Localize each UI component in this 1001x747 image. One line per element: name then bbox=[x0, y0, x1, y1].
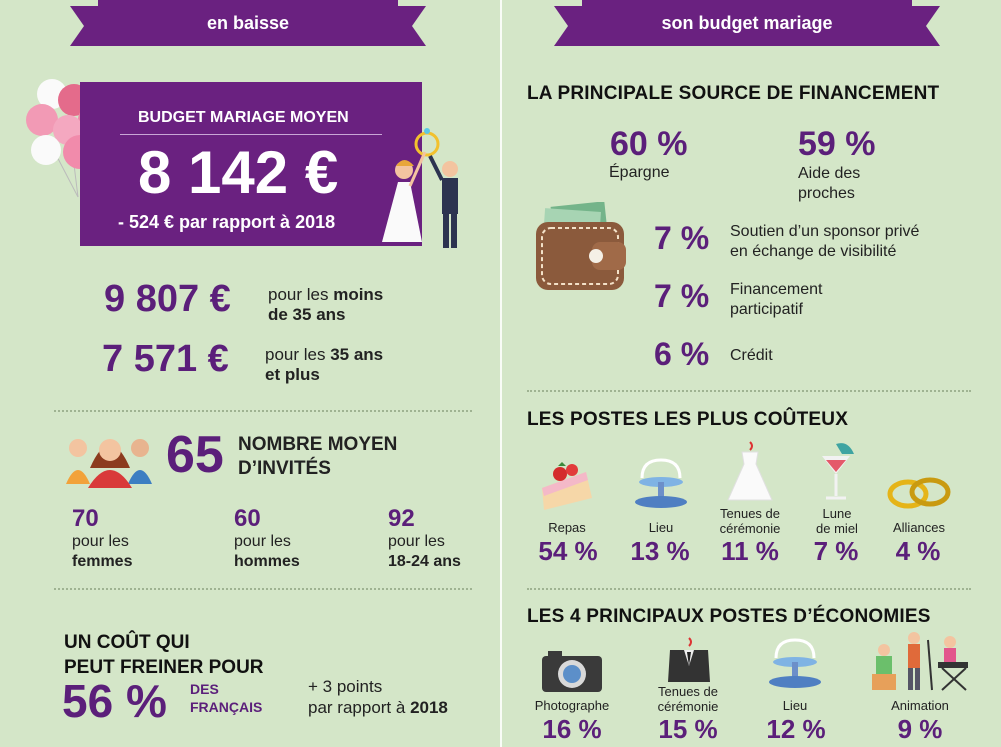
savings-label-3 bbox=[756, 698, 834, 713]
financing-top-label-2-line2: proches bbox=[798, 185, 855, 202]
financing-row-pct-1: 7 % bbox=[654, 220, 710, 256]
fountain-icon bbox=[632, 456, 690, 514]
guest-group-2-line2: hommes bbox=[234, 553, 300, 570]
left-banner-text: en baisse bbox=[206, 12, 290, 33]
savings-2-line1: Tenues de bbox=[658, 684, 718, 699]
financing-top-label-1: Épargne bbox=[609, 164, 670, 181]
costly-pct-2: 13 % bbox=[630, 536, 690, 566]
rings-icon bbox=[886, 472, 952, 512]
savings-label-2 bbox=[646, 684, 730, 714]
age-label-1-bold: moins bbox=[333, 285, 384, 304]
savings-title: LES 4 PRINCIPAUX POSTES D’ÉCONOMIES bbox=[527, 606, 931, 627]
camera-icon bbox=[540, 648, 604, 694]
age-amount-2: 7 571 € bbox=[102, 338, 229, 380]
guest-group-3-line2: 18-24 ans bbox=[388, 553, 461, 570]
savings-1-line1: Photographe bbox=[534, 698, 610, 713]
age-label-1-text: pour les bbox=[268, 285, 334, 304]
guests-icon bbox=[62, 428, 158, 490]
costly-pct-5: 4 % bbox=[895, 536, 941, 566]
guest-group-3-line1: pour les bbox=[388, 533, 445, 550]
savings-pct-4: 9 % bbox=[897, 714, 943, 744]
budget-label: BUDGET MARIAGE MOYEN bbox=[138, 109, 349, 126]
costly-4-line1: Lune bbox=[822, 506, 852, 521]
guest-group-1 bbox=[72, 506, 132, 572]
age-label-2-line2: et plus bbox=[265, 365, 320, 384]
costly-pct-3: 11 % bbox=[721, 536, 779, 566]
left-banner bbox=[98, 0, 398, 46]
costly-label-1 bbox=[528, 520, 606, 535]
right-banner bbox=[582, 0, 912, 46]
guest-group-2-line1: pour les bbox=[234, 533, 291, 550]
age-label-2-bold: 35 ans bbox=[330, 345, 384, 364]
costly-pct-1: 54 % bbox=[538, 536, 598, 566]
financing-row-3-line1: Crédit bbox=[730, 347, 773, 364]
financing-row-label-2 bbox=[730, 280, 823, 320]
financing-row-label-1 bbox=[730, 222, 919, 262]
wallet-icon bbox=[534, 202, 630, 294]
financing-row-2-line1: Financement bbox=[730, 281, 823, 298]
cost-delta-line1: + 3 points bbox=[308, 677, 383, 696]
cost-delta-bold: 2018 bbox=[410, 698, 448, 717]
suit-icon bbox=[664, 636, 714, 684]
costly-label-2 bbox=[622, 520, 700, 535]
guests-label bbox=[238, 433, 397, 481]
costly-label-3 bbox=[708, 506, 792, 536]
savings-4-line1: Animation bbox=[891, 698, 949, 713]
savings-label-4 bbox=[880, 698, 960, 713]
budget-label-underline bbox=[120, 134, 382, 135]
cost-headline bbox=[64, 630, 264, 680]
guest-group-2 bbox=[234, 506, 300, 572]
financing-top-pct-1: 60 % bbox=[610, 125, 688, 163]
age-label-1 bbox=[268, 285, 383, 325]
right-divider-2 bbox=[527, 588, 971, 590]
right-banner-text: son budget mariage bbox=[661, 12, 833, 33]
age-label-2 bbox=[265, 345, 383, 385]
savings-3-line1: Lieu bbox=[782, 698, 808, 713]
costly-3-line1: Tenues de bbox=[720, 506, 780, 521]
cost-delta-text: par rapport à bbox=[308, 698, 411, 717]
column-divider bbox=[500, 0, 502, 747]
guest-group-1-line2: femmes bbox=[72, 553, 133, 570]
cocktail-icon bbox=[818, 440, 858, 502]
couple-icon bbox=[370, 122, 480, 252]
guests-number: 65 bbox=[166, 426, 224, 484]
costly-label-4 bbox=[800, 506, 874, 536]
guest-group-3-value: 92 bbox=[388, 505, 415, 532]
costly-1-line1: Repas bbox=[548, 520, 586, 535]
guest-group-3 bbox=[388, 506, 461, 572]
age-label-1-line2: de 35 ans bbox=[268, 305, 346, 324]
cost-des-line1: DES bbox=[190, 681, 219, 697]
financing-title: LA PRINCIPALE SOURCE DE FINANCEMENT bbox=[527, 83, 940, 104]
financing-row-1-line1: Soutien d’un sponsor privé bbox=[730, 223, 920, 240]
cake-icon bbox=[538, 458, 596, 514]
guest-group-1-line1: pour les bbox=[72, 533, 129, 550]
guests-label-line1: NOMBRE MOYEN bbox=[238, 434, 398, 455]
costly-pct-4: 7 % bbox=[813, 536, 859, 566]
cost-percent: 56 % bbox=[62, 675, 167, 727]
age-label-2-text: pour les bbox=[265, 345, 331, 364]
costly-4-line2: de miel bbox=[816, 521, 858, 536]
fountain-icon bbox=[766, 636, 824, 694]
guest-group-1-value: 70 bbox=[72, 505, 99, 532]
guest-group-2-value: 60 bbox=[234, 505, 261, 532]
budget-amount: 8 142 € bbox=[138, 139, 339, 206]
age-amount-1: 9 807 € bbox=[104, 278, 231, 320]
dress-icon bbox=[722, 440, 778, 502]
cost-des-line2: FRANÇAIS bbox=[190, 699, 263, 715]
costly-3-line2: cérémonie bbox=[719, 521, 781, 536]
band-icon bbox=[866, 630, 972, 694]
financing-row-2-line2: participatif bbox=[730, 301, 803, 318]
financing-top-pct-2: 59 % bbox=[798, 125, 876, 163]
right-divider-1 bbox=[527, 390, 971, 392]
costly-label-5 bbox=[878, 520, 960, 535]
savings-pct-1: 16 % bbox=[542, 714, 602, 744]
cost-des bbox=[190, 680, 262, 716]
cost-delta bbox=[308, 676, 448, 718]
financing-top-label-2-line1: Aide des bbox=[798, 165, 861, 182]
left-divider-1 bbox=[54, 410, 472, 412]
guests-label-line2: D’INVITÉS bbox=[238, 458, 331, 479]
financing-row-pct-2: 7 % bbox=[654, 278, 710, 314]
left-divider-2 bbox=[54, 588, 472, 590]
financing-top-label-2 bbox=[798, 164, 860, 204]
savings-2-line2: cérémonie bbox=[657, 699, 719, 714]
financing-row-pct-3: 6 % bbox=[654, 336, 710, 372]
costly-title: LES POSTES LES PLUS COÛTEUX bbox=[527, 409, 849, 430]
costly-2-line1: Lieu bbox=[648, 520, 674, 535]
cost-line2: PEUT FREINER POUR bbox=[64, 657, 264, 678]
savings-pct-2: 15 % bbox=[658, 714, 718, 744]
savings-label-1 bbox=[528, 698, 616, 713]
cost-line1: UN COÛT QUI bbox=[64, 632, 190, 653]
costly-5-line1: Alliances bbox=[892, 520, 946, 535]
budget-delta: - 524 € par rapport à 2018 bbox=[118, 212, 336, 232]
financing-row-1-line2: en échange de visibilité bbox=[730, 243, 897, 260]
savings-pct-3: 12 % bbox=[766, 714, 826, 744]
financing-row-label-3 bbox=[730, 346, 773, 366]
